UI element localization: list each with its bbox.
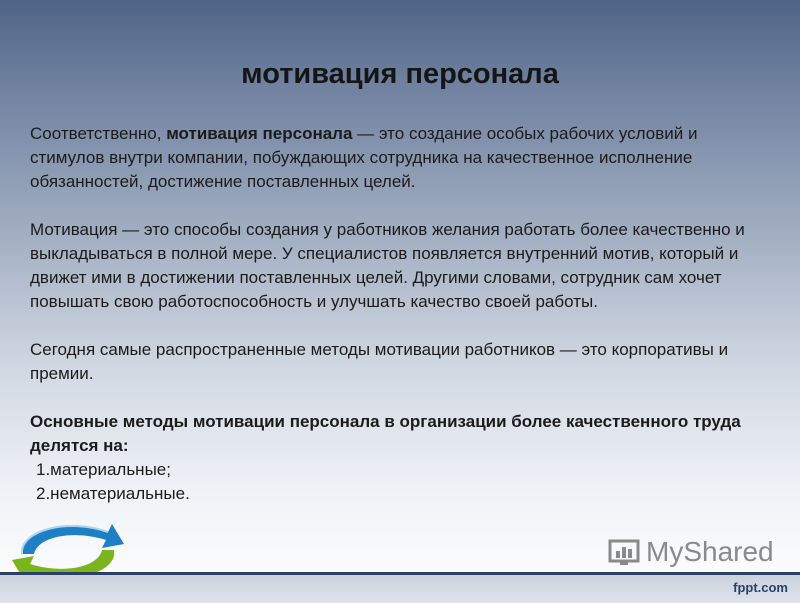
- main-methods-heading: Основные методы мотивации персонала в организации более качественного труда делятся на:: [30, 412, 741, 455]
- slide-body: [30, 122, 770, 506]
- myshared-watermark: [608, 536, 774, 568]
- watermark-text: MyShared: [646, 536, 774, 567]
- list-item: 1.материальные;: [36, 460, 171, 479]
- footer-bar: [0, 572, 800, 603]
- paragraph-definition-start: Соответственно,: [30, 124, 167, 143]
- paragraph-motivation: Мотивация — это способы создания у работников желания работать более качественно и выкладываться в полной мере. У специалистов появляется внутренний мотив, который и движет ими в достижении поставленных целей. Другими словами, сотрудник сам хочет повышать свою работоспособность и улучшать качество своей работы.: [30, 220, 745, 311]
- paragraph-definition-rest: — это создание особых рабочих условий и стимулов внутри компании, побуждающих сотрудника на качественное исполнение обязанностей, достижение поставленных целей.: [30, 124, 698, 191]
- myshared-logo-icon: [608, 537, 642, 567]
- list-item: 2.нематериальные.: [36, 484, 190, 503]
- slide-title: мотивация персонала: [241, 58, 559, 90]
- paragraph-methods: Сегодня самые распространенные методы мотивации работников — это корпоративы и премии.: [30, 340, 729, 383]
- paragraph-main-methods: [30, 410, 770, 458]
- paragraph-definition: [30, 122, 770, 194]
- methods-list: [30, 458, 770, 506]
- footer-brand: fppt.com: [733, 580, 788, 595]
- paragraph-definition-term: мотивация персонала: [166, 124, 353, 143]
